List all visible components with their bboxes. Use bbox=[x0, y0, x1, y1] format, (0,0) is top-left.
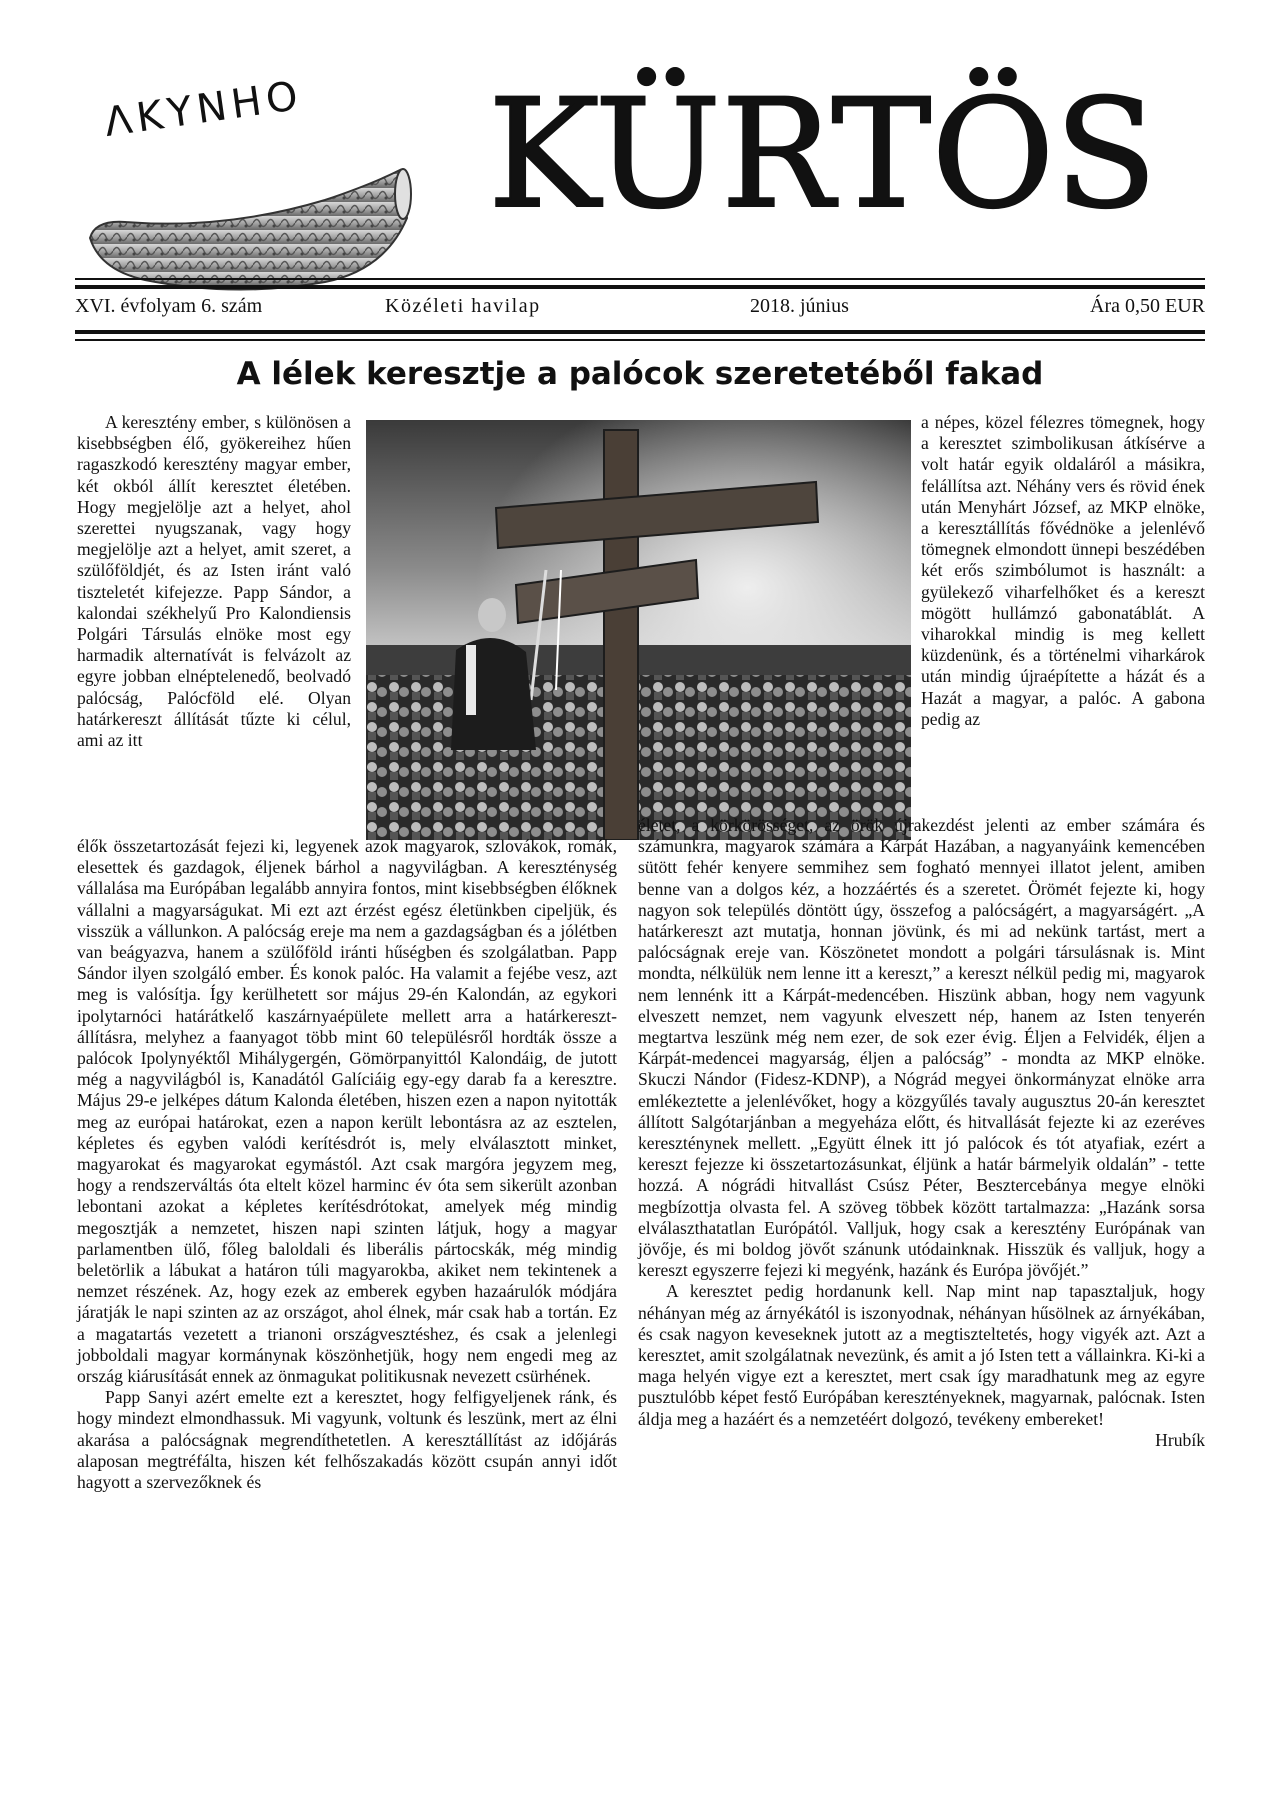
author-signature: Hrubík bbox=[1155, 1429, 1205, 1450]
rule-top bbox=[75, 278, 1205, 289]
publication-type: Közéleti havilap bbox=[385, 295, 541, 317]
masthead bbox=[0, 0, 1273, 300]
paragraph: élők összetartozását fejezi ki, legyenek azok magyarok, szlovákok, romák, elesettek és gazdagok, éljenek bárhol a nagyvilágban. A kereszténység vállalása ma Európában legalább annyira fontos, mint kisebbségben élőknek vállalni a magyarságukat. Mi ezt azt érzést egész életünkben cipeljük, és visszük a vállunkon. A palócság ereje ma nem a gazdagságban és a jólétben van beágyazva, hanem a szülőföld iránti hűségben és szolgálatban. Papp Sándor ilyen szolgáló ember. És konok palóc. Ha valamit a fejébe vesz, azt meg is valósítja. Így kerülhetett sor május 29-én Kalondán, az egykori ipolytarnóci határátkelő kaszárnyaépülete mellett arra a határkereszt-állításra, melyhez a faanyagot több mint 60 településről hordták össze a palócok Ipolynyéktől Mihálygergén, Gömörpanyittól Kalondáig, de jutott még a nagyvilágból is, Kanadától Galíciáig egy-egy darab fa a keresztre. Május 29-e jelképes dátum Kalonda életében, hiszen ezen a napon nyitották meg az európai határokat, ezen a napon került lebontásra az az esztelen, képletes és egyben valódi kerítésdrót is, mely elválasztott minket, magyarokat és magyarokat egymástól. Azt csak margóra jegyzem meg, hogy a rendszerváltás óta eltelt közel harminc év óta sem sikerült azonban lebontani azokat a képletes kerítésdrótokat, amelyek még mindig megosztják a nemzetet, hiszen napi szinten látjuk, hogy a magyar parlamentben ülő, főleg baloldali és liberális pártocskák, még mindig beletörlik a lábukat a határon túli magyarokba, akiket nem tekintenek a nemzet részének. Az, hogy ezek az emberek egyben hazaárulók módjára járatják le napi szinten az az országot, ahol élnek, már csak hab a tortán. Ez a magatartás vezetett a trianoni országvesztéshez, és csak a jelenlegi jobboldali magyar kormánynak köszönhetjük, hogy nem engedi meg az ország kiárusítását ennek az önmagukat politikusnak nevezett csürhének. bbox=[77, 836, 617, 1387]
issue-date: 2018. június bbox=[750, 295, 849, 317]
logo-text: ΛΚΥΝΗΟ bbox=[101, 72, 306, 146]
rule-bottom bbox=[75, 330, 1205, 341]
price: Ára 0,50 EUR bbox=[1090, 295, 1205, 317]
volume-info: XVI. évfolyam 6. szám bbox=[75, 295, 263, 317]
paragraph: életet, a körkörösséget, az örök újrakezdést jelenti az ember számára és számunkra, magyarok számára a Kárpát Hazában, a nagyanyáink kemencében sütött fehér kenyere semmihez sem fogható mennyei illatot jelent, amiben benne van a dolgos kéz, a hozzáértés és a szeretet. Örömét fejezte ki, hogy nagyon sok település döntött úgy, összefog a palócságért, a magyarságért. „A határkereszt azt mutatja, honnan jövünk, és mi ad nekünk tartást, mert a palócságnak ereje van. Köszönetet mondott a polgári társulásnak is. Mint mondta, nélkülük nem lenne itt a kereszt,” a kereszt nélkül pedig mi, magyarok nem lennénk itt a Kárpát-medencében. Hiszünk abban, hogy nem vagyunk elveszett nemzet, nem vagyunk elveszett nép, hanem az Isten tenyerén megtartva leszünk még nem ezer, de sok ezer évig. Éljen a Felvidék, éljen a Kárpát-medencei magyarság, éljen a palócság” - mondta az MKP elnöke. Skuczi Nándor (Fidesz-KDNP), a Nógrád megyei önkormányzat elnöke arra emlékeztette a jelenlévőket, hogy a közgyűlés tavaly augusztus 20-án keresztet állított Salgótarjánban a megyeháza előtt, és hitvallását fejezte ki az ezeréves kereszténynek mellett. „Együtt élnek itt jó palócok és tót atyafiak, ezért a kereszt fejezze ki összetartozásunkat, éljünk a határ bármelyik oldalán” - tette hozzá. A nógrádi hitvallást Csúsz Péter, Besztercebánya megye elnöki megbízottja olvasta fel. A szöveg többek között tartalmazza: „Hazánk sorsa elválaszthatatlan Európától. Valljuk, hogy csak a keresztény Európának van jövője, és mi boldog jövőt szánunk utódainknak. Hisszük és valljuk, hogy a kereszt egyszerre fejezi ki megyénk, hazánk és Európa jövőjét.” bbox=[638, 815, 1205, 1281]
paragraph: A keresztény ember, s különösen a kisebbségben élő, gyökereihez hűen ragaszkodó keresztény magyar ember, két okból állít keresztet életében. Hogy megjelölje azt a helyet, ahol szerettei nyugszanak, vagy hogy megjelölje azt a helyet, amit szeret, a szülőföldjét, és az Isten iránt való tiszteletét kifejezze. Papp Sándor, a kalondai székhelyű Pro Kalondiensis Polgári Társulás elnöke most egy harmadik alternatívát is felvázolt az egyre jobban elnéptelenedő, beolvadó palócság, Palócföld elé. Olyan határkereszt állítását tűzte ki célul, ami az itt bbox=[77, 412, 351, 751]
article-column-left-top bbox=[77, 412, 351, 751]
article-headline: A lélek keresztje a palócok szeretetéből fakad bbox=[236, 356, 1044, 392]
article-column-right-bottom bbox=[638, 815, 1205, 1451]
paragraph: a népes, közel félezres tömegnek, hogy a keresztet szimbolikusan átkísérve a volt határ egyik oldaláról a másikra, felállítsa azt. Néhány vers és rövid ének után Menyhárt József, az MKP elnöke, a keresztállítás fővédnöke a jelenlévő tömegnek elmondott ünnepi beszédében két erős szimbólumot is használt: a gyülekező viharfelhőket és a kereszt mögött hullámzó gabonatáblát. A viharokkal mindig is meg kellett küzdenünk, és a történelmi viharkárok után mindig újraépítette a házát és a Hazát a magyar, a palóc. A gabona pedig az bbox=[921, 412, 1205, 729]
newspaper-title: KÜRTÖS bbox=[488, 68, 1158, 242]
article-photo-cross bbox=[366, 420, 911, 840]
info-bar bbox=[75, 295, 1205, 323]
article-column-left-bottom bbox=[77, 836, 617, 1493]
paragraph: Papp Sanyi azért emelte ezt a keresztet, hogy felfigyeljenek ránk, és hogy mindezt elmondhassuk. Mi vagyunk, voltunk és leszünk, mert az élni akarása a palócságnak megrendíthetetlen. A keresztállítást az időjárás alaposan megtréfálta, hiszen két felhőszakadás között csupán annyi időt hagyott a szervezőknek és bbox=[77, 1387, 617, 1493]
article-column-right-top bbox=[921, 412, 1205, 730]
paragraph: A keresztet pedig hordanunk kell. Nap mint nap tapasztaljuk, hogy néhányan még az árnyékától is iszonyodnak, néhányan hűsölnek az árnyékában, és csak nagyon keveseknek jutott az a megtiszteltetés, hogy vigyék azt. Azt a keresztet, amit szolgálatnak nevezünk, és amit a jó Isten tett a vállainkra. Ki-ki a maga helyén vigye ezt a keresztet, mert csak így maradhatunk meg az egyre pusztulóbb képet festő Európában keresztényeknek, magyarnak, palócnak. Isten áldja meg a hazáért és a nemzetéért dolgozó, tevékeny embereket! bbox=[638, 1281, 1205, 1429]
